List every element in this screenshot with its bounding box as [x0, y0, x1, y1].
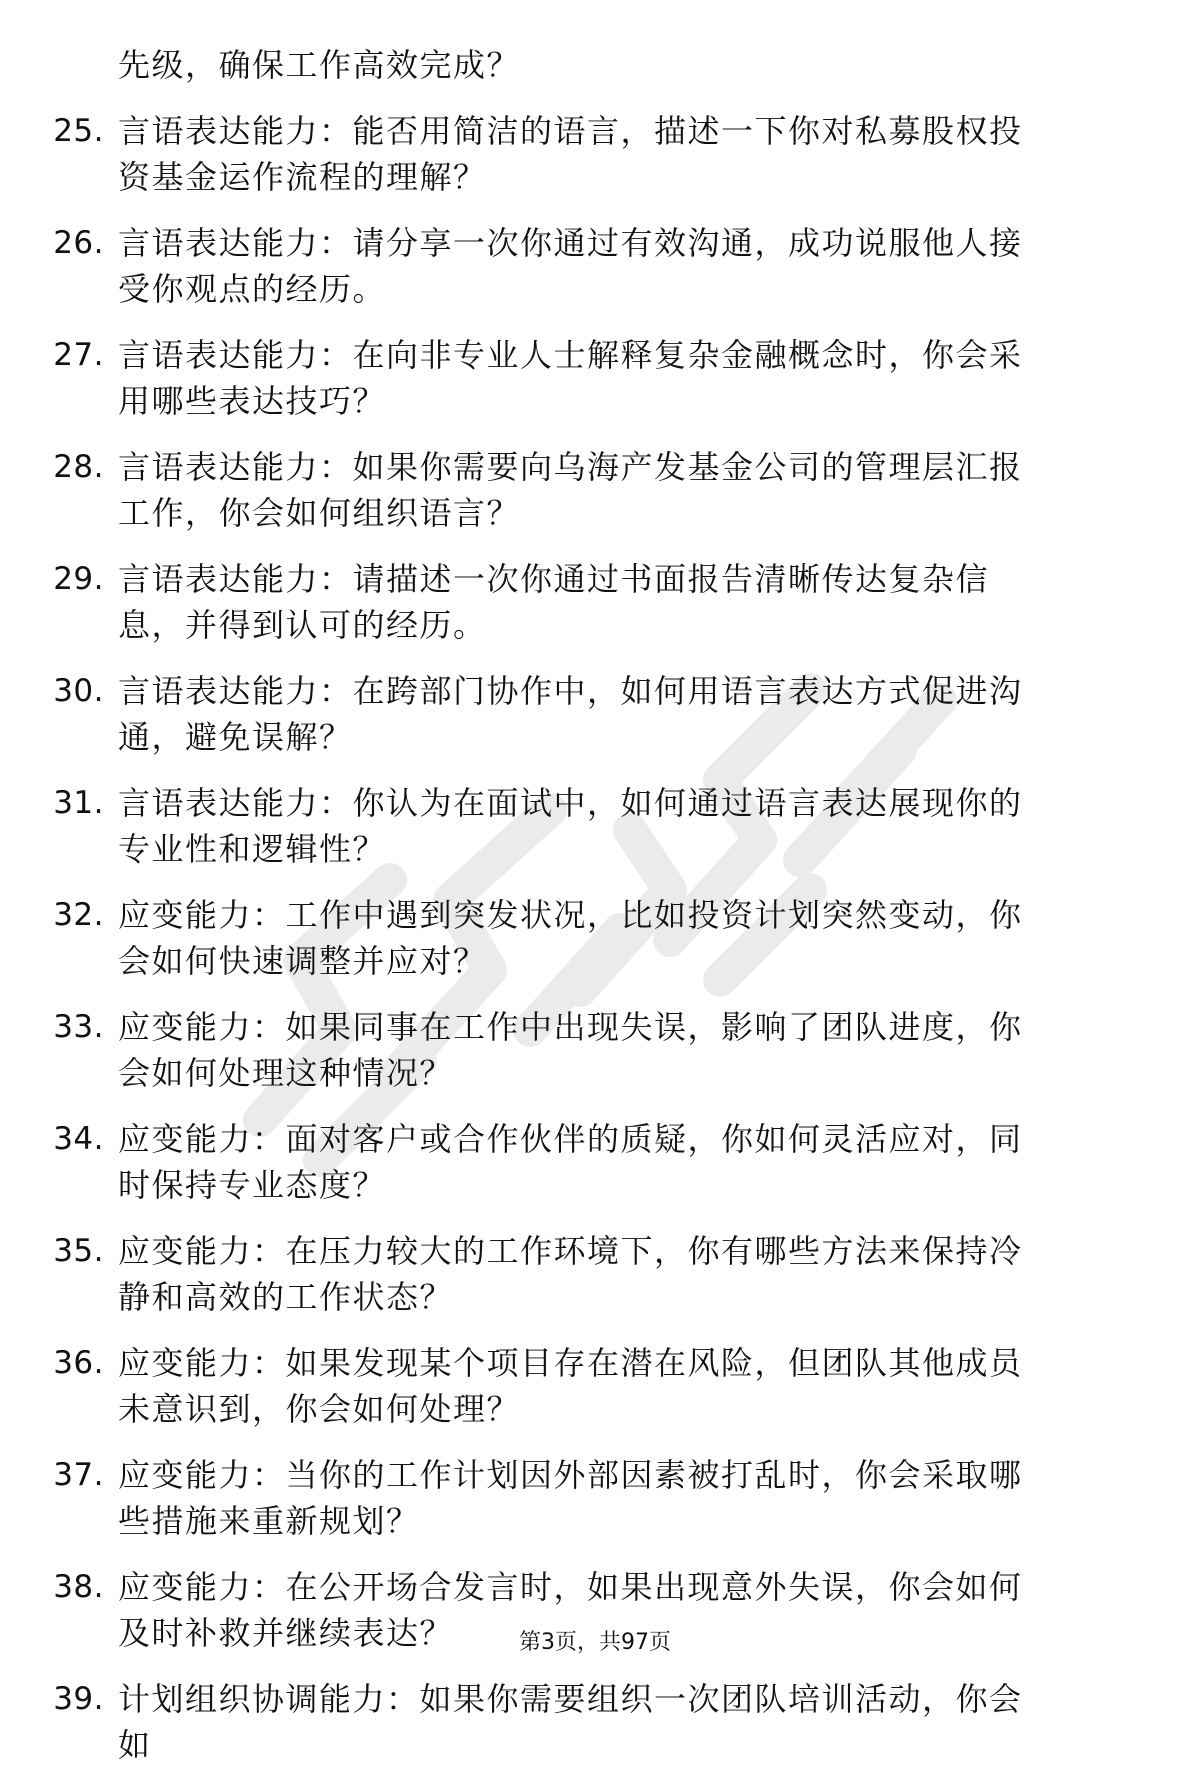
item-text: 应变能力：在压力较大的工作环境下，你有哪些方法来保持冷静和高效的工作状态？	[118, 1232, 1023, 1316]
list-item	[0, 108, 1190, 200]
list-item	[0, 556, 1190, 648]
item-text: 言语表达能力：请分享一次你通过有效沟通，成功说服他人接受你观点的经历。	[118, 224, 1023, 308]
item-text: 应变能力：在公开场合发言时，如果出现意外失误，你会如何及时补救并继续表达？	[118, 1568, 1023, 1652]
item-text: 应变能力：面对客户或合作伙伴的质疑，你如何灵活应对，同时保持专业态度？	[118, 1120, 1023, 1204]
item-text: 言语表达能力：请描述一次你通过书面报告清晰传达复杂信息，并得到认可的经历。	[118, 560, 990, 644]
list-item	[0, 892, 1190, 984]
item-text: 应变能力：如果发现某个项目存在潜在风险，但团队其他成员未意识到，你会如何处理？	[118, 1344, 1023, 1428]
list-item	[0, 332, 1190, 424]
list-item	[0, 1116, 1190, 1208]
question-list	[0, 42, 1190, 1788]
list-item	[0, 1228, 1190, 1320]
item-text: 应变能力：当你的工作计划因外部因素被打乱时，你会采取哪些措施来重新规划？	[118, 1456, 1023, 1540]
list-item	[0, 780, 1190, 872]
item-number: 38.	[53, 1569, 104, 1605]
item-text: 言语表达能力：能否用简洁的语言，描述一下你对私募股权投资基金运作流程的理解？	[118, 112, 1023, 196]
page-footer: 第3页，共97页	[519, 1630, 671, 1655]
continued-text: 先级，确保工作高效完成？	[118, 46, 521, 84]
item-number: 27.	[53, 337, 104, 373]
item-text: 应变能力：工作中遇到突发状况，比如投资计划突然变动，你会如何快速调整并应对？	[118, 896, 1023, 980]
item-number: 26.	[53, 225, 104, 261]
list-item-continuation	[0, 42, 1190, 88]
item-number: 28.	[53, 449, 104, 485]
item-number: 32.	[53, 897, 104, 933]
item-number: 37.	[53, 1457, 104, 1493]
item-text: 计划组织协调能力：如果你需要组织一次团队培训活动，你会如	[118, 1680, 1023, 1764]
item-number: 39.	[53, 1681, 104, 1717]
item-number: 36.	[53, 1345, 104, 1381]
item-number: 31.	[53, 785, 104, 821]
list-item	[0, 444, 1190, 536]
item-text: 言语表达能力：如果你需要向乌海产发基金公司的管理层汇报工作，你会如何组织语言？	[118, 448, 1023, 532]
list-item	[0, 1676, 1190, 1768]
list-item	[0, 668, 1190, 760]
item-text: 应变能力：如果同事在工作中出现失误，影响了团队进度，你会如何处理这种情况？	[118, 1008, 1023, 1092]
item-number: 35.	[53, 1233, 104, 1269]
item-number: 34.	[53, 1121, 104, 1157]
item-text: 言语表达能力：在跨部门协作中，如何用语言表达方式促进沟通，避免误解？	[118, 672, 1023, 756]
item-number: 33.	[53, 1009, 104, 1045]
list-item	[0, 1004, 1190, 1096]
list-item	[0, 1452, 1190, 1544]
item-number: 30.	[53, 673, 104, 709]
item-number: 29.	[53, 561, 104, 597]
list-item	[0, 1340, 1190, 1432]
item-text: 言语表达能力：你认为在面试中，如何通过语言表达展现你的专业性和逻辑性？	[118, 784, 1023, 868]
item-number: 25.	[53, 113, 104, 149]
item-text: 言语表达能力：在向非专业人士解释复杂金融概念时，你会采用哪些表达技巧？	[118, 336, 1023, 420]
list-item	[0, 220, 1190, 312]
